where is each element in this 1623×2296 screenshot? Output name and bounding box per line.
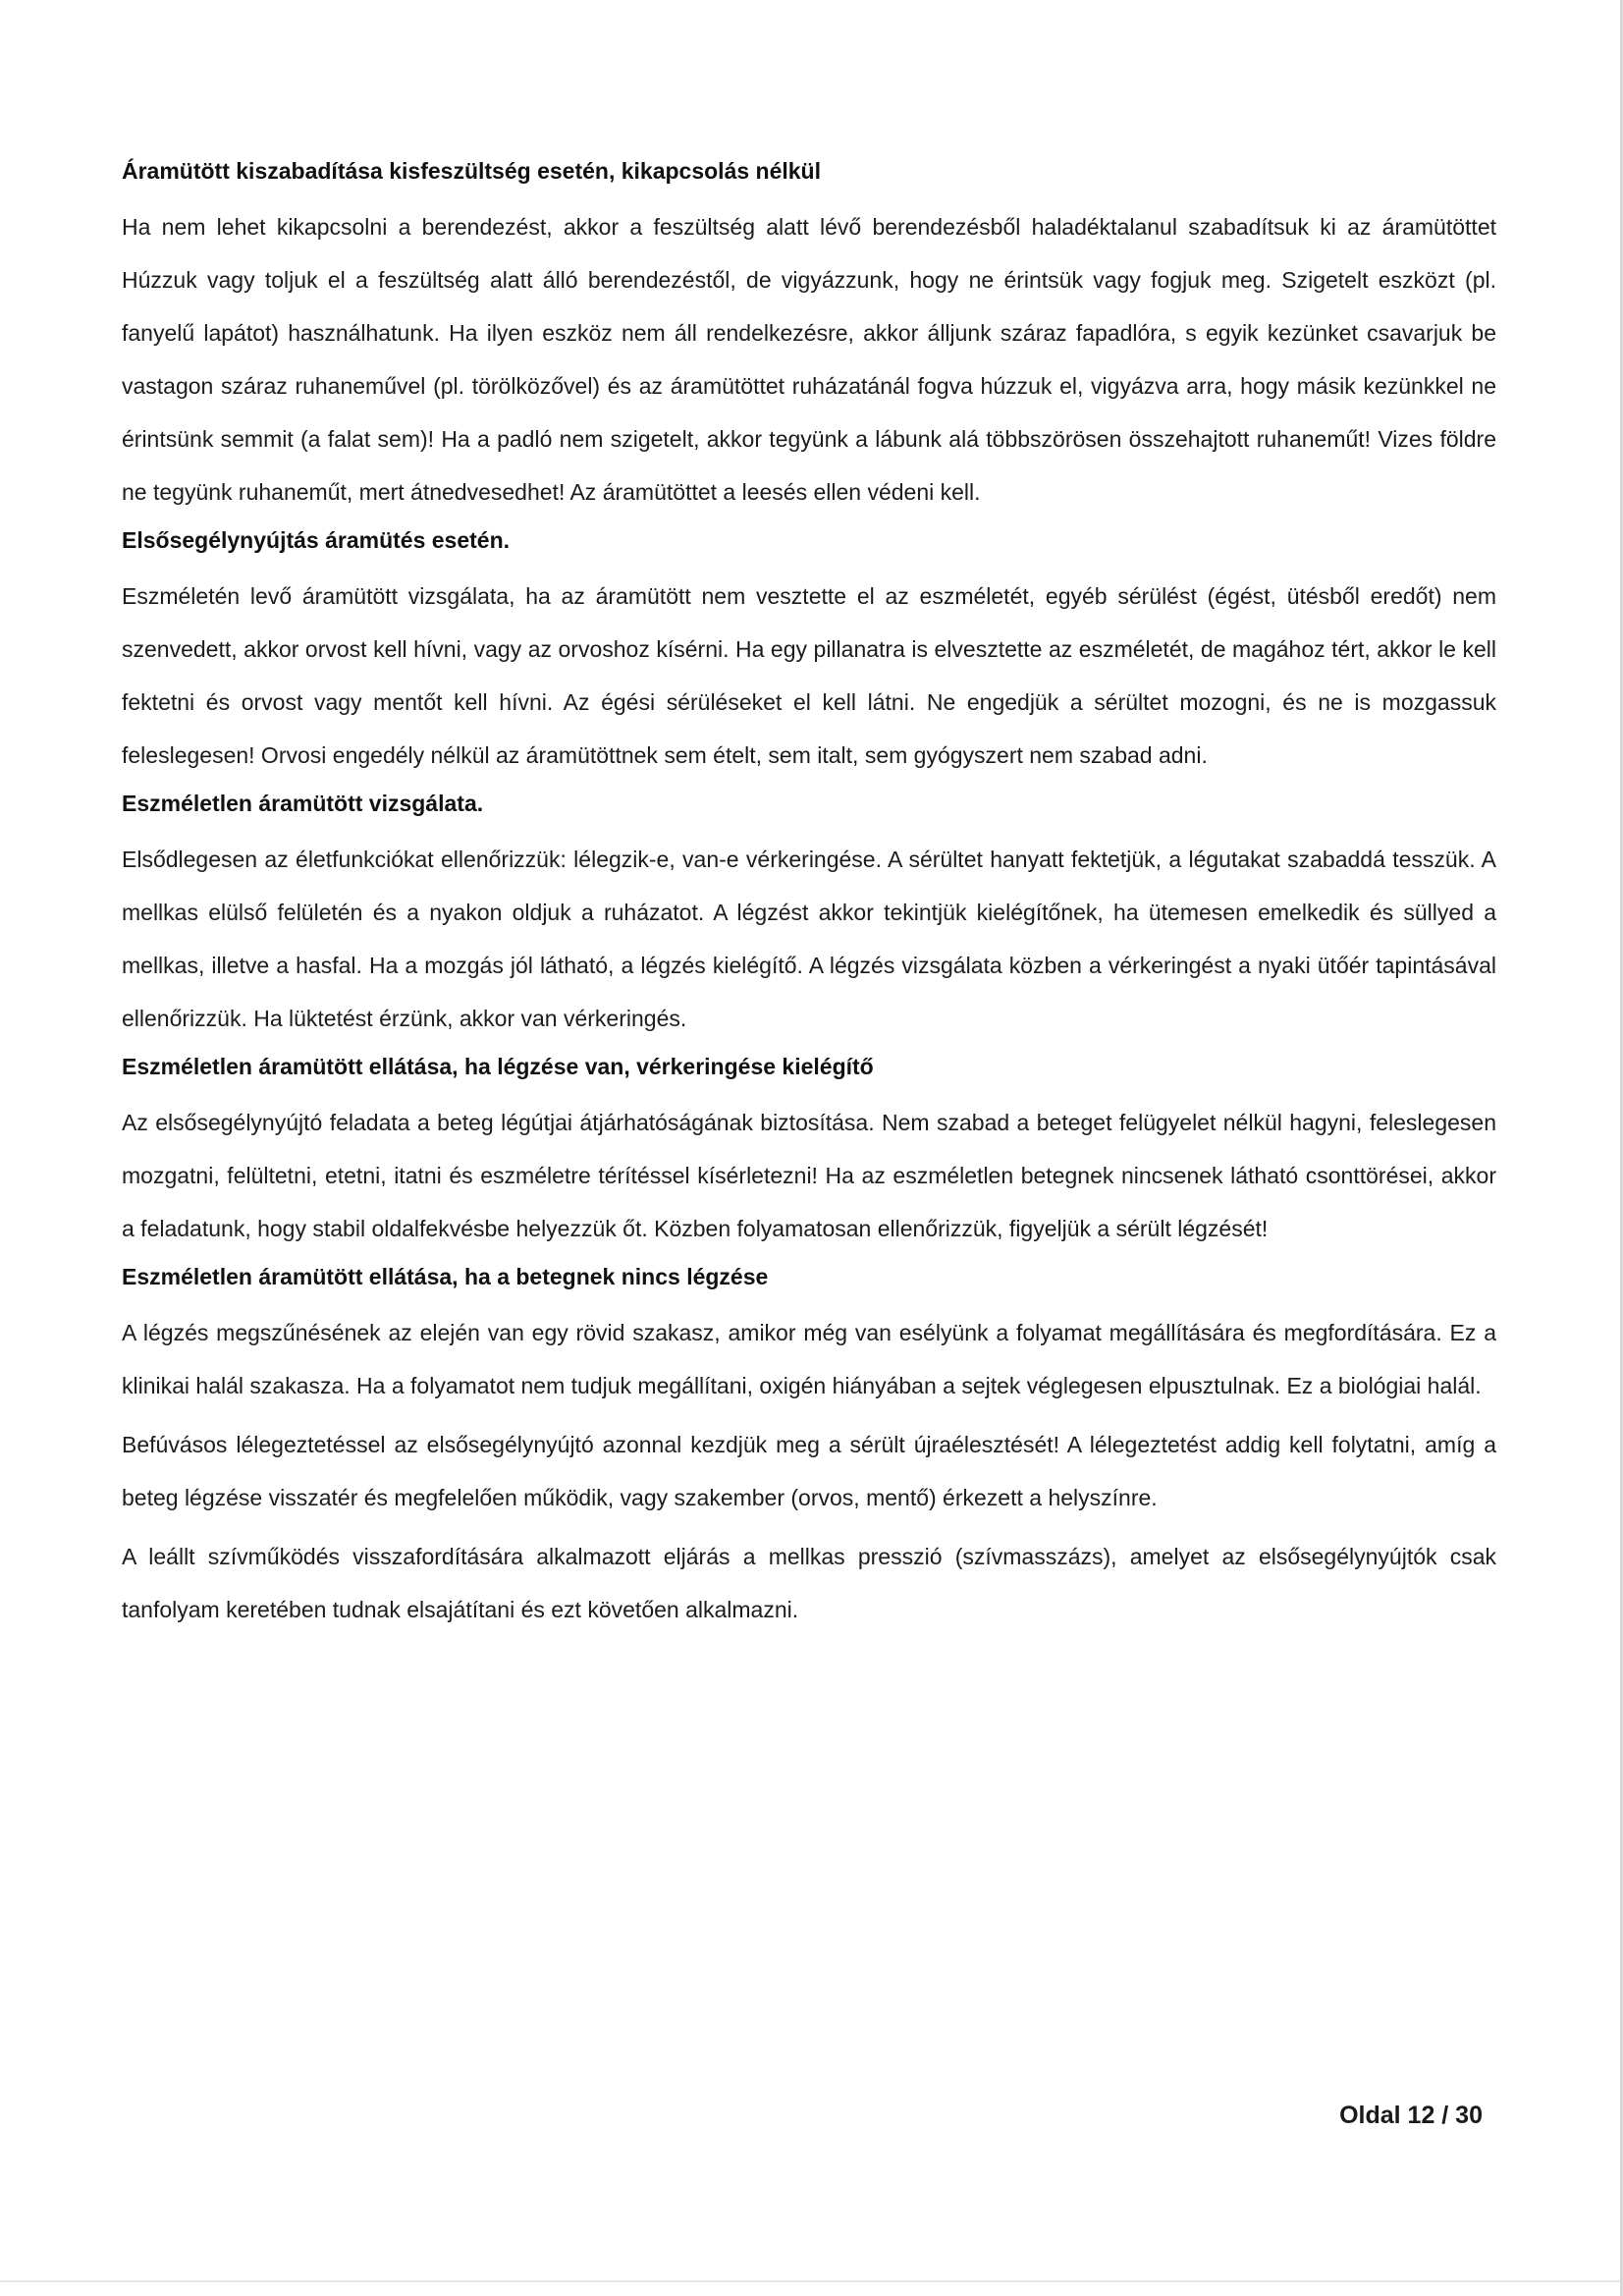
section-heading-breathing-care: Eszméletlen áramütött ellátása, ha légzése van, vérkeringése kielégítő: [122, 1054, 874, 1079]
section-paragraph: A leállt szívműködés visszafordítására alkalmazott eljárás a mellkas presszió (szívmasszázs), amelyet az elsősegélynyújtók csak tanfolyam keretében tudnak elsajátítani és ezt követően alkalmazni.: [122, 1544, 1496, 1622]
document-body: [122, 155, 1496, 1636]
page-bottom-edge: [0, 2280, 1623, 2282]
section-paragraph: Az elsősegélynyújtó feladata a beteg légútjai átjárhatóságának biztosítása. Nem szabad a beteget felügyelet nélkül hagyni, feleslegesen mozgatni, felültetni, etetni, itatni és eszméletre térítéssel kísérletezni! Ha az eszméletlen betegnek nincsenek látható csonttörései, akkor a feladatunk, hogy stabil oldalfekvésbe helyezzük őt. Közben folyamatosan ellenőrizzük, figyeljük a sérült légzését!: [122, 1110, 1496, 1241]
section-paragraph: A légzés megszűnésének az elején van egy rövid szakasz, amikor még van esélyünk a folyamat megállítására és megfordítására. Ez a klinikai halál szakasza. Ha a folyamatot nem tudjuk megállítani, oxigén hiányában a sejtek véglegesen elpusztulnak. Ez a biológiai halál.: [122, 1320, 1496, 1398]
section-heading-unconscious-exam: Eszméletlen áramütött vizsgálata.: [122, 791, 484, 816]
section-paragraph: Befúvásos lélegeztetéssel az elsősegélynyújtó azonnal kezdjük meg a sérült újraélesztését! A lélegeztetést addig kell folytatni, amíg a beteg légzése visszatér és megfelelően működik, vagy szakember (orvos, mentő) érkezett a helyszínre.: [122, 1432, 1496, 1510]
section-heading-first-aid: Elsősegélynyújtás áramütés esetén.: [122, 527, 511, 553]
section-paragraph: Ha nem lehet kikapcsolni a berendezést, akkor a feszültség alatt lévő berendezésből haladéktalanul szabadítsuk ki az áramütöttet Húzzuk vagy toljuk el a feszültség alatt álló berendezéstől, de vigyázzunk, hogy ne érintsük vagy fogjuk meg. Szigetelt eszközt (pl. fanyelű lapátot) használhatunk. Ha ilyen eszköz nem áll rendelkezésre, akkor álljunk száraz fapadlóra, s egyik kezünket csavarjuk be vastagon száraz ruhaneművel (pl. törölközővel) és az áramütöttet ruházatánál fogva húzzuk el, vigyázva arra, hogy másik kezünkkel ne érintsünk semmit (a falat sem)! Ha a padló nem szigetelt, akkor tegyünk a lábunk alá többszörösen összehajtott ruhaneműt! Vizes földre ne tegyünk ruhaneműt, mert átnedvesedhet! Az áramütöttet a leesés ellen védeni kell.: [122, 214, 1496, 505]
section-paragraph: Eszméletén levő áramütött vizsgálata, ha az áramütött nem vesztette el az eszméletét, egyéb sérülést (égést, ütésből eredőt) nem szenvedett, akkor orvost kell hívni, vagy az orvoshoz kísérni. Ha egy pillanatra is elvesztette az eszméletét, de magához tért, akkor le kell fektetni és orvost vagy mentőt kell hívni. Az égési sérüléseket el kell látni. Ne engedjük a sérültet mozogni, és ne is mozgassuk feleslegesen! Orvosi engedély nélkül az áramütöttnek sem ételt, sem italt, sem gyógyszert nem szabad adni.: [122, 583, 1496, 768]
section-heading-rescue: Áramütött kiszabadítása kisfeszültség esetén, kikapcsolás nélkül: [122, 158, 822, 184]
section-heading-no-breathing-care: Eszméletlen áramütött ellátása, ha a betegnek nincs légzése: [122, 1264, 769, 1289]
section-paragraph: Elsődlegesen az életfunkciókat ellenőrizzük: lélegzik-e, van-e vérkeringése. A sérültet hanyatt fektetjük, a légutakat szabaddá tesszük. A mellkas elülső felületén és a nyakon oldjuk a ruházatot. A légzést akkor tekintjük kielégítőnek, ha ütemesen emelkedik és süllyed a mellkas, illetve a hasfal. Ha a mozgás jól látható, a légzés kielégítő. A légzés vizsgálata közben a vérkeringést a nyaki ütőér tapintásával ellenőrizzük. Ha lüktetést érzünk, akkor van vérkeringés.: [122, 847, 1496, 1031]
page-number: Oldal 12 / 30: [1339, 2102, 1483, 2129]
